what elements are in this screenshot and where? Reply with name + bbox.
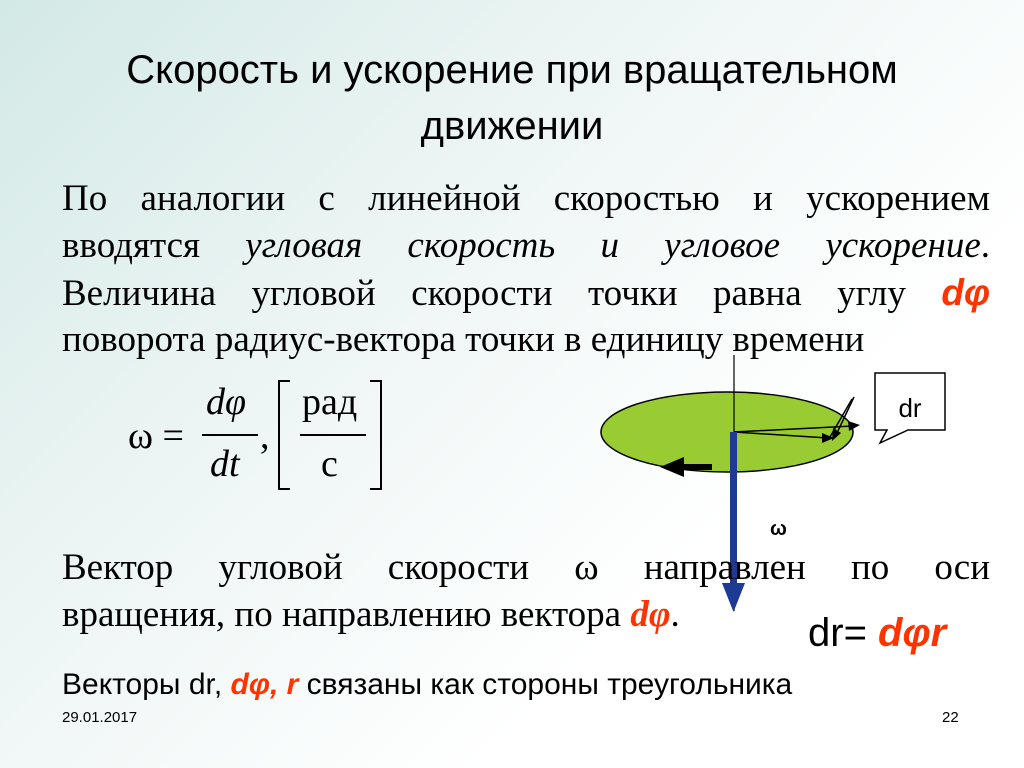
dr-equation	[808, 611, 946, 656]
vector-symbols: dφ, r	[230, 668, 299, 701]
intro-line-4: поворота радиус-вектора точки в единицу времени	[62, 319, 865, 360]
text-fragment: связаны как стороны треугольника	[298, 668, 793, 701]
unit-numerator: рад	[302, 381, 358, 423]
dphi-symbol: dφ	[630, 594, 671, 635]
angular-acceleration-term: угловое ускорение	[664, 225, 981, 266]
rotating-disk	[601, 392, 853, 472]
vector-line-1: Вектор угловой скорости ω направлен по оси	[62, 547, 990, 588]
right-bracket	[370, 380, 382, 490]
slide-title: Скорость и ускорение при вращательном движении	[126, 48, 898, 148]
dr-equation-rhs: dφr	[878, 611, 947, 655]
angular-velocity-formula	[128, 378, 408, 494]
angular-velocity-term: угловая скорость	[245, 225, 556, 266]
omega-label: ω	[770, 518, 787, 540]
callout-label: dr	[898, 393, 922, 423]
page-number: 22	[942, 709, 959, 726]
unit-fraction-bar	[300, 434, 366, 436]
intro-line-1: По аналогии с линейной скоростью и ускорением	[62, 178, 990, 219]
dphi-symbol: dφ	[941, 272, 990, 313]
text-fragment: Величина угловой скорости точки равна углу	[62, 273, 942, 314]
text-fragment: Векторы dr,	[62, 668, 231, 701]
formula-denominator: dt	[210, 443, 240, 485]
unit-denominator: с	[321, 443, 338, 485]
footer-date: 29.01.2017	[62, 709, 138, 726]
radius-vector-2-head	[848, 421, 860, 431]
text-fragment: вращения, по направлению вектора	[62, 594, 631, 635]
dr-equation-lhs: dr=	[808, 611, 879, 655]
formula-fraction-bar	[202, 434, 258, 436]
text-fragment: .	[980, 225, 991, 266]
rotation-arrow-shaft	[682, 464, 712, 470]
formula-lhs: ω =	[128, 415, 184, 457]
formula-numerator: dφ	[206, 381, 247, 423]
text-fragment: и	[555, 225, 665, 266]
intro-line-2	[62, 222, 990, 269]
formula-comma: ,	[260, 415, 270, 457]
intro-paragraph	[62, 175, 990, 363]
triangle-statement	[62, 668, 792, 702]
text-fragment: .	[670, 594, 680, 635]
text-fragment: вводятся	[62, 225, 246, 266]
intro-line-3	[62, 269, 990, 316]
left-bracket	[278, 380, 290, 490]
